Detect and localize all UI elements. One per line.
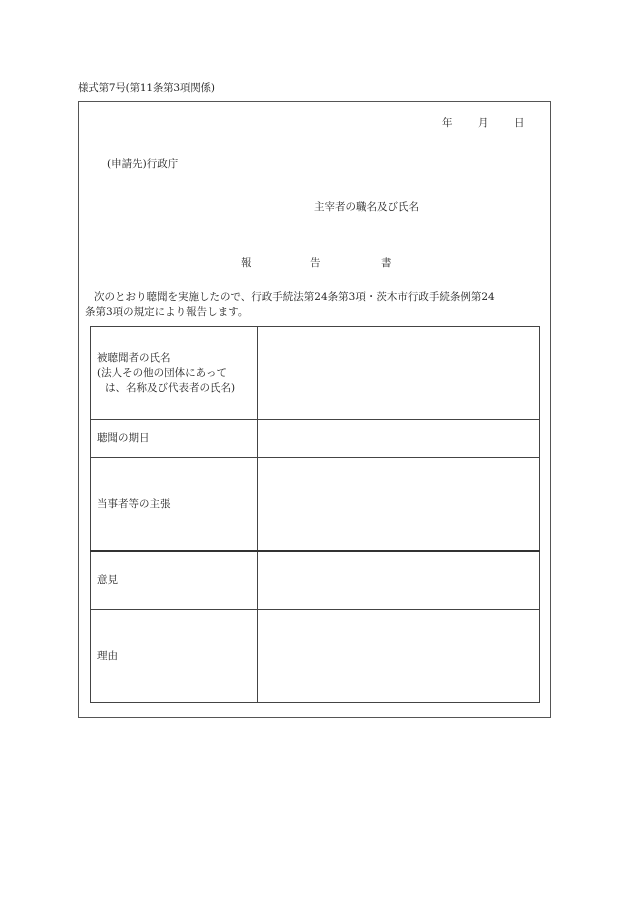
table-row-opinion: [91, 551, 540, 610]
statement-line-2: 条第3項の規定により報告します。: [85, 306, 249, 318]
year-label: 年: [442, 117, 453, 129]
value-opinion[interactable]: [258, 551, 540, 610]
month-label: 月: [478, 117, 489, 129]
label-line: (法人その他の団体にあって: [97, 366, 227, 379]
value-party-claims[interactable]: [258, 458, 540, 552]
title-char-3: 書: [381, 257, 392, 269]
table-row-reason: [91, 610, 540, 703]
statement-line-1: 次のとおり聴聞を実施したので、行政手続法第24条第3項・茨木市行政手続条例第24: [94, 291, 495, 303]
report-table: [90, 326, 540, 703]
label-hearing-subject: [91, 327, 258, 420]
label-hearing-date: 聴聞の期日: [91, 420, 258, 458]
value-reason[interactable]: [258, 610, 540, 703]
recipient: (申請先)行政庁: [107, 158, 179, 170]
report-statement: [85, 290, 550, 320]
label-line: 被聴聞者の氏名: [97, 351, 171, 364]
day-label: 日: [514, 117, 525, 129]
table-row-party-claims: [91, 458, 540, 552]
table-row-hearing-subject: [91, 327, 540, 420]
table-row-hearing-date: [91, 420, 540, 458]
form-number: 様式第7号(第11条第3項関係): [78, 82, 215, 94]
label-opinion: 意見: [91, 551, 258, 610]
presider-label: 主宰者の職名及び氏名: [314, 201, 419, 213]
label-line: は、名称及び代表者の氏名): [105, 381, 236, 394]
label-party-claims: 当事者等の主張: [91, 458, 258, 552]
label-reason: 理由: [91, 610, 258, 703]
value-hearing-subject[interactable]: [258, 327, 540, 420]
title-char-1: 報: [241, 257, 252, 269]
title-char-2: 告: [310, 257, 321, 269]
value-hearing-date[interactable]: [258, 420, 540, 458]
